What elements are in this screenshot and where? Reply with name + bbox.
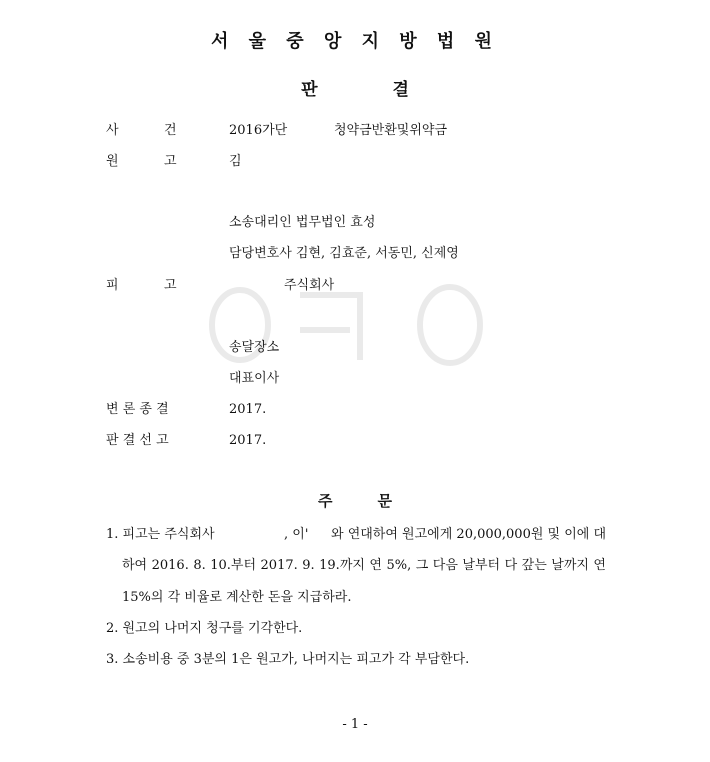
defendant-name: 주식회사 [284, 278, 335, 293]
case-title: 청약금반환및위약금 [334, 123, 448, 138]
case-number: 2016가단 [229, 123, 288, 138]
document-type-right: 결 [392, 80, 409, 100]
judgment-date: 2017. [229, 433, 267, 448]
order-item-1-line-1c: 와 연대하여 원고에게 20,000,000원 및 이에 대 [331, 527, 607, 542]
order-item-1-line-3: 15%의 각 비율로 계산한 돈을 지급하라. [122, 590, 352, 605]
defendant-label-2: 고 [164, 278, 177, 293]
representative: 대표이사 [229, 371, 280, 386]
argument-closed-date: 2017. [229, 402, 267, 417]
plaintiff-label-2: 고 [164, 154, 177, 169]
order-item-2: 2. 원고의 나머지 청구를 기각한다. [106, 621, 303, 636]
judgment-date-label: 판 결 선 고 [106, 433, 169, 448]
page-number: - 1 - [342, 717, 368, 732]
counsel-line: 소송대리인 법무법인 효성 [229, 215, 376, 230]
case-label-1: 사 [106, 123, 119, 138]
plaintiff-label-1: 원 [106, 154, 119, 169]
attorneys-line: 담당변호사 김현, 김효준, 서동민, 신제영 [229, 246, 459, 261]
order-title-right: 문 [377, 492, 392, 510]
court-name: 서 울 중 앙 지 방 법 원 [211, 31, 499, 52]
order-item-1-line-2: 하여 2016. 8. 10.부터 2017. 9. 19.까지 연 5%, 그 다음 날부터 다 갚는 날까지 연 [122, 558, 606, 573]
plaintiff-name: 김 [229, 154, 242, 169]
case-label-2: 건 [164, 123, 177, 138]
defendant-label-1: 피 [106, 278, 119, 293]
order-item-1-line-1b: , 이' [284, 527, 309, 542]
order-item-3: 3. 소송비용 중 3분의 1은 원고가, 나머지는 피고가 각 부담한다. [106, 652, 470, 667]
order-title [0, 490, 710, 511]
document-type [0, 75, 710, 100]
argument-closed-label: 변 론 종 결 [106, 402, 169, 417]
order-title-left: 주 [318, 492, 333, 510]
service-address: 송달장소 [229, 340, 280, 355]
order-item-1-line-1a: 1. 피고는 주식회사 [106, 527, 215, 542]
document-type-left: 판 [301, 80, 318, 100]
court-seal-watermark [200, 270, 500, 380]
